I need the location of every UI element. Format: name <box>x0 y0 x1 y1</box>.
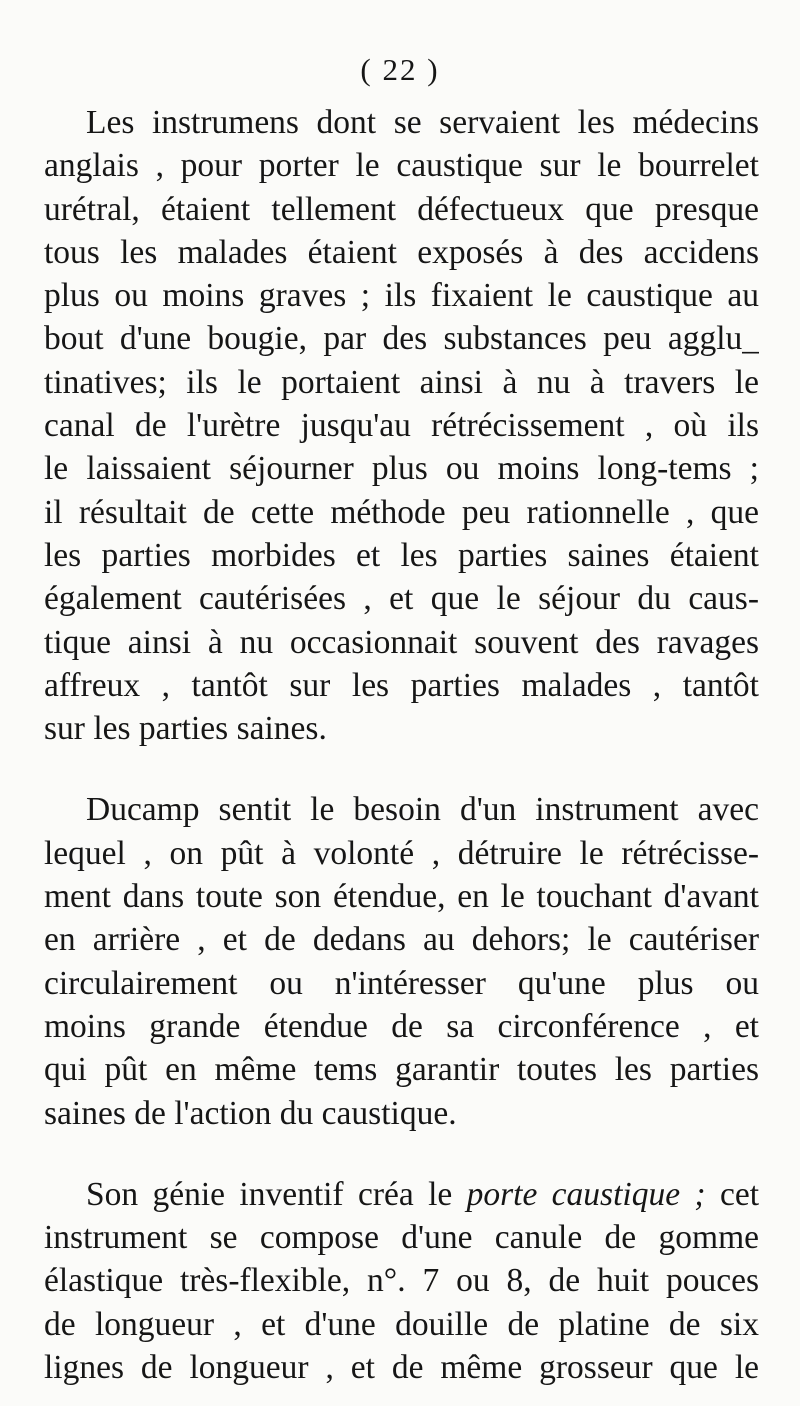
text-line: il résultait de cette méthode peu rationnelle , que <box>44 493 759 531</box>
text-line: tous les malades étaient exposés à des accidens <box>44 233 759 271</box>
text-line: lignes de longueur , et de même grosseur que le <box>44 1349 759 1387</box>
paragraph-3 <box>44 1173 759 1389</box>
text-line: Les instrumens dont se servaient les médecins <box>86 104 759 141</box>
paragraph-1 <box>44 101 759 750</box>
text-line: moins grande étendue de sa circonférence , et <box>44 1007 759 1045</box>
page-number: ( 22 ) <box>360 52 440 87</box>
text-line: bout d'une bougie, par des substances peu agglu_ <box>44 320 759 358</box>
text-line: plus ou moins graves ; ils fixaient le caustique au <box>44 277 759 315</box>
page-text <box>44 101 759 1389</box>
text-line: tinatives; ils le portaient ainsi à nu à travers le <box>44 363 759 401</box>
text-line: également cautérisées , et que le séjour du caus- <box>44 580 759 618</box>
text-line: de longueur , et d'une douille de platine de six <box>44 1305 759 1343</box>
text-line: anglais , pour porter le caustique sur le bourrelet <box>44 147 759 185</box>
text-line: élastique très-flexible, n°. 7 ou 8, de huit pouces <box>44 1262 759 1300</box>
text-line: qui pût en même tems garantir toutes les parties <box>44 1051 759 1089</box>
text-line: saines de l'action du caustique. <box>44 1094 457 1132</box>
text-line: le laissaient séjourner plus ou moins long-tems ; <box>44 450 759 488</box>
text-line: sur les parties saines. <box>44 710 327 748</box>
text-line <box>44 1173 759 1216</box>
text-line: tique ainsi à nu occasionnait souvent des ravages <box>44 623 759 661</box>
text-line: ment dans toute son étendue, en le touchant d'avant <box>44 878 759 916</box>
text-line: instrument se compose d'une canule de gomme <box>44 1219 759 1257</box>
text-run: Son génie inventif créa le <box>86 1175 467 1213</box>
text-line: les parties morbides et les parties saines étaient <box>44 536 759 574</box>
paragraph-2 <box>44 788 759 1134</box>
text-line: Ducamp sentit le besoin d'un instrument avec <box>86 791 759 829</box>
text-run: cet <box>705 1175 759 1213</box>
text-line: urétral, étaient tellement défectueux que presque <box>44 190 759 228</box>
italic-term: porte caustique ; <box>466 1175 706 1213</box>
text-line: canal de l'urètre jusqu'au rétrécissement , où ils <box>44 407 759 445</box>
text-line: circulairement ou n'intéresser qu'une plus ou <box>44 964 759 1002</box>
text-line: lequel , on pût à volonté , détruire le rétrécisse- <box>44 834 759 872</box>
text-line: en arrière , et de dedans au dehors; le cautériser <box>44 921 759 959</box>
text-line: affreux , tantôt sur les parties malades , tantôt <box>44 666 759 704</box>
